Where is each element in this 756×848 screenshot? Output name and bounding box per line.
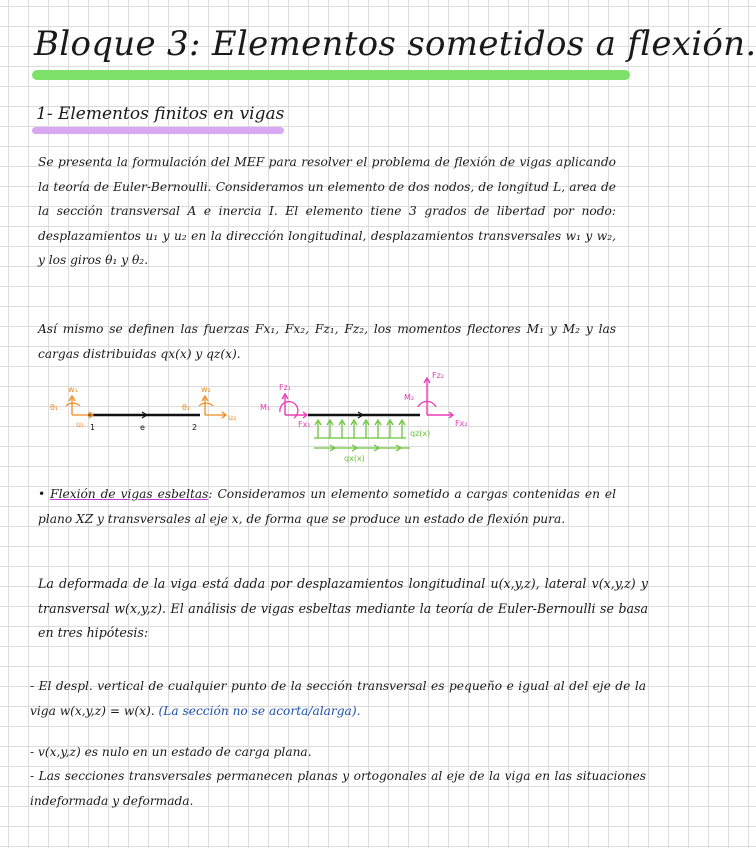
theta1-label: θ₁ (50, 403, 59, 412)
m1-label: M₁ (260, 403, 271, 412)
element-label: e (140, 423, 145, 432)
beam-element-diagram (0, 360, 656, 470)
intro-paragraph: Se presenta la formulación del MEF para resolver el problema de flexión de vigas aplicando la teoría de Euler-Bernoulli. Consideramos un elemento de dos nodos, de longitud L, area de la sección transversal A e inercia I. El elemento tiene 3 grados de libertad por nodo: desplazamientos u₁ y u₂ en la dirección longitudinal, desplazamientos transversales w₁ y w₂, y los giros θ₁ y θ₂. (38, 155, 616, 267)
title-highlight (32, 70, 630, 80)
w1-label: w₁ (68, 385, 78, 394)
bullet-paragraph: • Flexión de vigas esbeltas: Consideramos un elemento sometido a cargas contenidas en el plano XZ y transversales al eje x, de forma que se produce un estado de flexión pura. (38, 487, 616, 526)
u1-label: u₁ (76, 420, 85, 429)
m2-label: M₂ (404, 393, 415, 402)
page-title: Bloque 3: Elementos sometidos a flexión. (34, 24, 756, 64)
hypothesis-1 (30, 674, 646, 723)
node1-label: 1 (90, 423, 96, 432)
qx-label: qx(x) (344, 454, 365, 463)
theta2-label: θ₂ (182, 403, 191, 412)
hypothesis-1-text: - El despl. vertical de cualquier punto de la sección transversal es pequeño e igual al del eje de la viga w(x,y,z) = w(x). (30, 679, 646, 718)
dof-diagram (50, 385, 236, 432)
w2-label: w₂ (201, 385, 211, 394)
subtitle-highlight (32, 127, 284, 134)
hypothesis-3: - Las secciones transversales permanecen planas y ortogonales al eje de la viga en las situaciones indeformada y deformada. (30, 769, 646, 808)
fx1-label: Fx₁ (298, 420, 311, 429)
fz2-label: Fz₂ (432, 371, 445, 380)
bullet-text: : Consideramos un elemento sometido a cargas contenidas en el plano XZ y transversales al eje x, de forma que se produce un estado de flexión pura. (38, 487, 616, 526)
force-diagram (260, 371, 468, 463)
fx2-label: Fx₂ (455, 419, 468, 428)
hypothesis-2: - v(x,y,z) es nulo en un estado de carga plana. (30, 745, 312, 759)
qz-label: qz(x) (410, 429, 431, 438)
deformada-paragraph: La deformada de la viga está dada por desplazamientos longitudinal u(x,y,z), lateral v(x,y,z) y transversal w(x,y,z). El análisis de vigas esbeltas mediante la teoría de Euler-Bernoulli se basa en tres hipótesis: (38, 576, 648, 640)
node2-label: 2 (192, 423, 198, 432)
bullet-label: Flexión de vigas esbeltas (50, 487, 209, 501)
fz1-label: Fz₁ (279, 383, 292, 392)
hypothesis-1-note: (La sección no se acorta/alarga). (158, 703, 361, 718)
forces-paragraph: Así mismo se definen las fuerzas Fx₁, Fx₂, Fz₁, Fz₂, los momentos flectores M₁ y M₂ y las cargas distribuidas qx(x) y qz(x). (38, 322, 616, 361)
section-title: 1- Elementos finitos en vigas (36, 104, 285, 124)
u2-label: u₂ (228, 413, 237, 422)
